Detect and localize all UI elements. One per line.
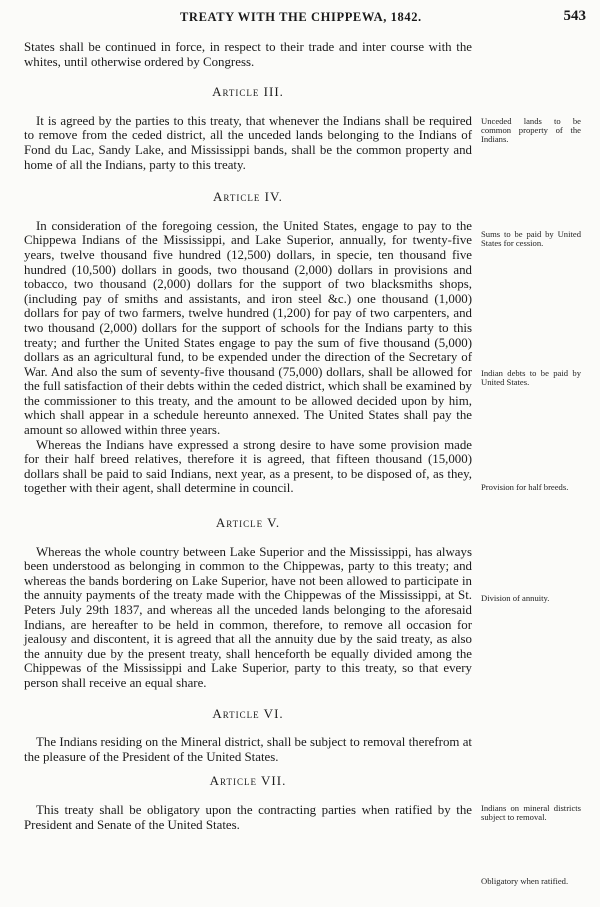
main-text-column: [24, 40, 472, 832]
page-number: 543: [563, 8, 586, 24]
running-head: TREATY WITH THE CHIPPEWA, 1842.: [180, 10, 422, 24]
article-7-heading: Article VII.: [209, 773, 287, 789]
article-4-paragraph-1: In consideration of the foregoing cession, the United States, engage to pay to the Chippewa Indians of the Mississippi, and Lake Superior, annually, for twenty-five years, twelve thousand five hundred (12,500) dollars, in specie, ten thousand five hundred (10,500) dollars in goods, two thousand (2,000) dollars in provisions and tobacco, two thousand (2,000) dollars for the support of two blacksmiths shops, (including pay of smiths and assistants, and iron steel &c.) one thousand (1,000) dollars for pay of two farmers, twelve hundred (1,200) for pay of two carpenters, and two thousand (2,000) dollars for the support of schools for the Indians party to this treaty; and further the United States engage to pay the sum of five thousand (5,000) dollars as an agricultural fund, to be expended under the direction of the Secretary of War. And also the sum of seventy-five thousand (75,000) dollars, shall be allowed for the full satisfaction of their debts within the ceded district, which shall be examined by the commissioner to this treaty, and the amount to be allowed decided upon by him, which shall appear in a schedule hereunto annexed. The United States shall pay the amount so allowed within three years.: [24, 218, 472, 438]
margin-note-division-of-annuity: Division of annuity.: [481, 593, 550, 603]
article-6-text: The Indians residing on the Mineral district, shall be subject to removal therefrom at the pleasure of the President of the United States.: [24, 735, 472, 764]
margin-note-ratification: Obligatory when ratified.: [481, 876, 569, 886]
margin-note-half-breeds: Provision for half breeds.: [481, 482, 569, 492]
article-5-text: Whereas the whole country between Lake Superior and the Mississippi, has always been understood as belonging in common to the Chippewas, party to this treaty; and whereas the bands bordering on Lake Superior, have not been allowed to participate in the annuity payments of the treaty made with the Chippewas of the Mississippi, at St. Peters July 29th 1837, and whereas all the unceded lands belonging to the aforesaid Indians, are hereafter to be held in common, therefore, to remove all occasion for jealousy and discontent, it is agreed that all the annuity due by the said treaty, as also the annuity due by the present treaty, shall henceforth be equally divided among the Chippewas of the Mississippi and Lake Superior, party to this treaty, so that every person shall receive an equal share.: [24, 544, 472, 690]
article-4-heading: Article IV.: [213, 189, 283, 205]
article-5-heading: Article V.: [215, 515, 281, 531]
article-6-heading: Article VI.: [212, 705, 284, 721]
margin-note-indian-debts: Indian debts to be paid by United States.: [481, 368, 581, 388]
article-3-text: It is agreed by the parties to this treaty, that whenever the Indians shall be required to remove from the ceded district, all the unceded lands belonging to the Indians of Fond du Lac, Sandy Lake, and Mississippi bands, shall be the common property and home of all the Indians, party to this treaty.: [24, 113, 472, 172]
article-3-heading: Article III.: [212, 84, 284, 100]
article-7-text: This treaty shall be obligatory upon the contracting parties when ratified by the President and Senate of the United States.: [24, 802, 472, 832]
continuation-paragraph: States shall be continued in force, in respect to their trade and inter course with the whites, until otherwise ordered by Congress.: [24, 40, 472, 69]
article-4-paragraph-2: Whereas the Indians have expressed a strong desire to have some provision made for their half breed relatives, therefore it is agreed, that fifteen thousand (15,000) dollars shall be paid to said Indians, next year, as a present, to be disposed of, as they, together with their agent, shall determine in council.: [24, 437, 472, 496]
margin-note-mineral-district: Indians on mineral districts subject to removal.: [481, 803, 581, 823]
margin-note-sums-to-be-paid: Sums to be paid by United States for cession.: [481, 229, 581, 249]
margin-note-unceded-lands: Unceded lands to be common property of the Indians.: [481, 116, 581, 145]
page-header: [0, 10, 600, 30]
